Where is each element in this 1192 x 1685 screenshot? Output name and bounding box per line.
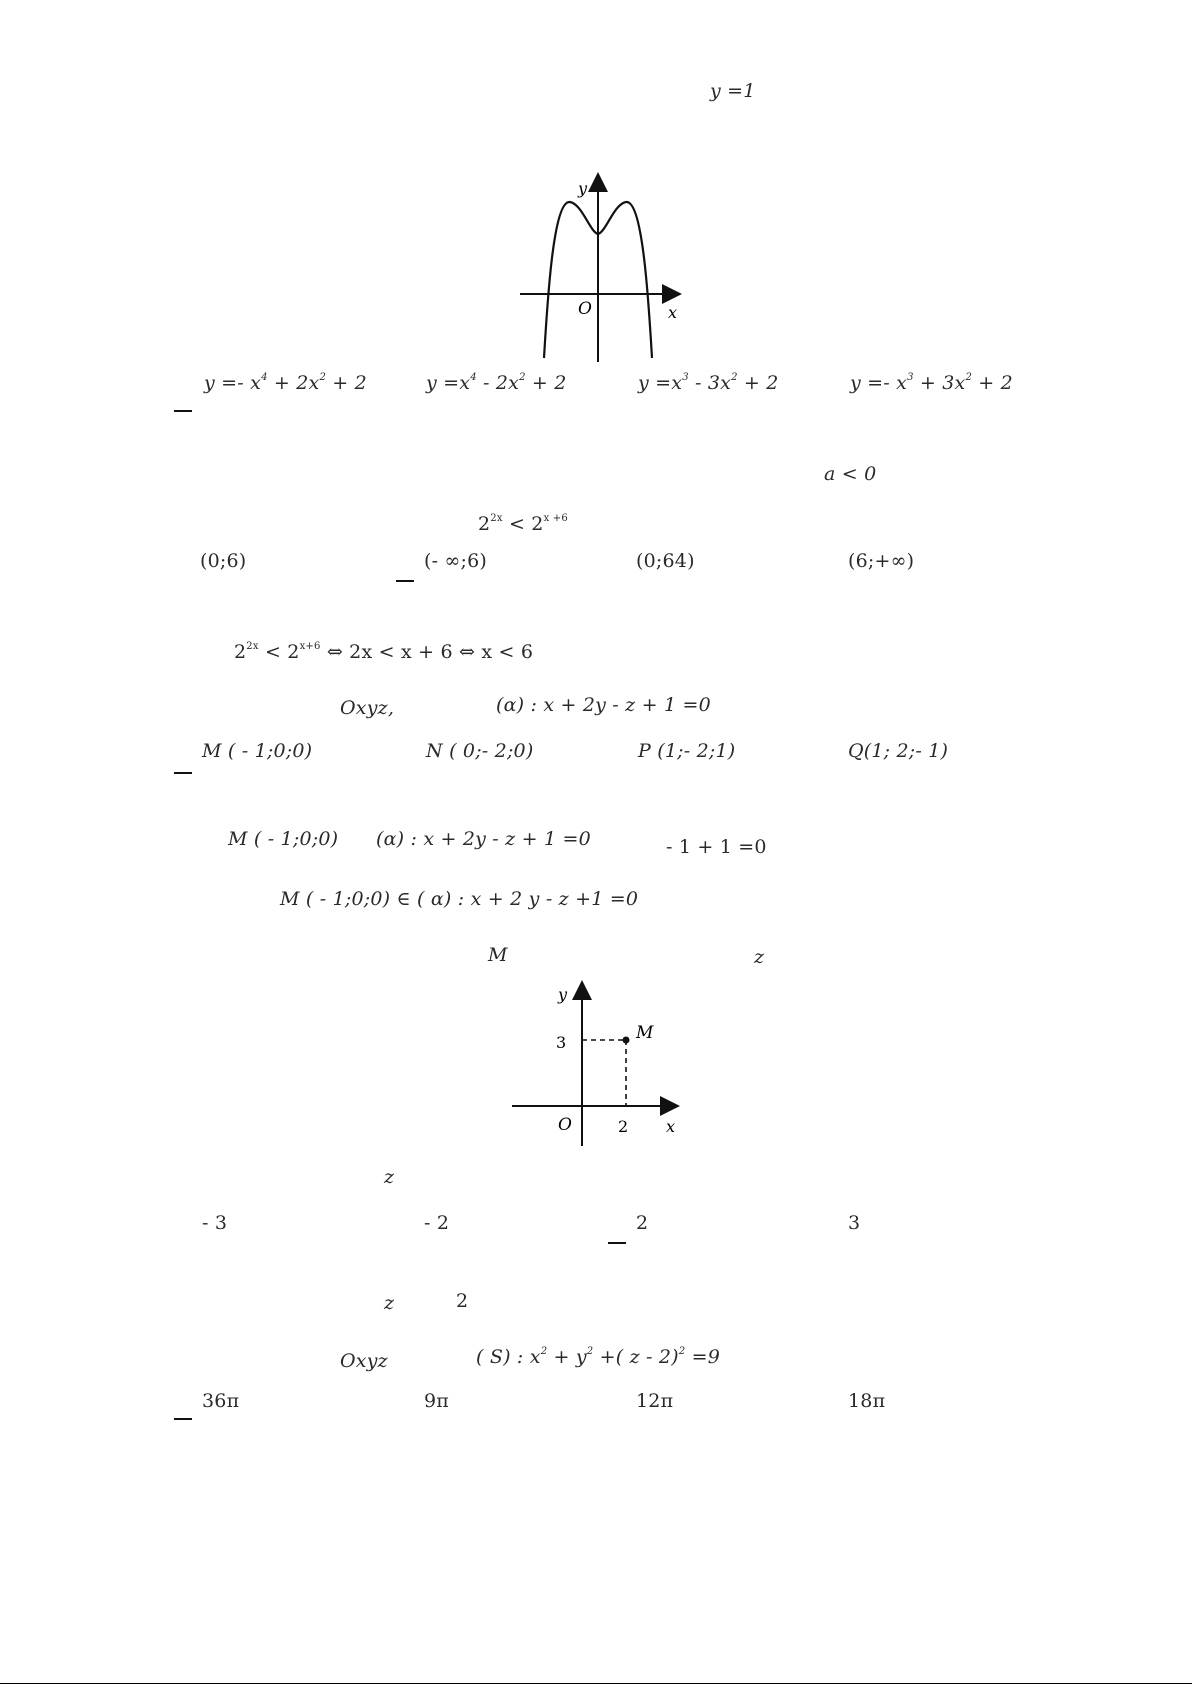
choice-d[interactable]: 3 bbox=[848, 1212, 861, 1234]
choice-c[interactable]: $y =x^3 - 3x^2 + 2$ bbox=[638, 372, 779, 394]
choice-a[interactable]: $y =- x^4 + 2x^2 + 2$ bbox=[204, 372, 367, 394]
choice-b[interactable]: (- ∞;6) bbox=[424, 550, 488, 572]
choice-a[interactable]: M ( - 1;0;0) bbox=[202, 740, 313, 762]
choice-b[interactable]: $y =x^4 - 2x^2 + 2$ bbox=[426, 372, 567, 394]
choice-d[interactable]: (6;+∞) bbox=[848, 550, 915, 572]
y-axis-label: y bbox=[578, 179, 588, 198]
complex-label: z bbox=[384, 1166, 395, 1188]
choice-d[interactable]: Q(1; 2;- 1) bbox=[848, 740, 949, 762]
choice-b[interactable]: 9π bbox=[424, 1390, 449, 1412]
condition-text: a < 0 bbox=[824, 463, 877, 485]
quartic-graph-figure bbox=[510, 170, 690, 370]
solution-complex-label: z bbox=[384, 1292, 395, 1314]
tick-x-label: 2 bbox=[618, 1117, 629, 1136]
choice-c[interactable]: P (1;- 2;1) bbox=[638, 740, 736, 762]
inequality-text: $2^{2x} < 2^{x +6}$ bbox=[478, 513, 568, 535]
question-tail-text: y =1 bbox=[710, 80, 756, 102]
answer-mark bbox=[174, 1418, 192, 1420]
solution-point: M ( - 1;0;0) bbox=[228, 828, 339, 850]
x-axis-label: x bbox=[666, 1117, 676, 1136]
answer-mark bbox=[174, 410, 192, 412]
solution-conclusion: M ( - 1;0;0) ∈ ( α) : x + 2 y - z +1 =0 bbox=[280, 888, 639, 910]
solution-plane: (α) : x + 2y - z + 1 =0 bbox=[376, 828, 591, 850]
choice-b[interactable]: N ( 0;- 2;0) bbox=[426, 740, 534, 762]
point-m-label: M bbox=[636, 1023, 654, 1043]
coordinate-system-label: Oxyz bbox=[340, 1350, 388, 1372]
origin-label: O bbox=[578, 299, 592, 319]
plane-equation: (α) : x + 2y - z + 1 =0 bbox=[496, 694, 711, 716]
point-m bbox=[623, 1037, 630, 1044]
choice-d[interactable]: $y =- x^3 + 3x^2 + 2$ bbox=[850, 372, 1013, 394]
answer-mark bbox=[396, 580, 414, 582]
point-label: M bbox=[488, 944, 508, 966]
choice-c[interactable]: 12π bbox=[636, 1390, 674, 1412]
choice-a[interactable]: - 3 bbox=[202, 1212, 228, 1234]
answer-mark bbox=[608, 1242, 626, 1244]
x-axis-label: x bbox=[668, 303, 678, 322]
coordinate-system-label: Oxyz, bbox=[340, 697, 395, 719]
choice-d[interactable]: 18π bbox=[848, 1390, 886, 1412]
choice-a[interactable]: 36π bbox=[202, 1390, 240, 1412]
origin-label: O bbox=[558, 1115, 572, 1135]
sphere-equation: ( S) : $x^2 + y^2$ +( z - 2)$^2$ =9 bbox=[476, 1346, 720, 1368]
page-bottom-rule bbox=[0, 1683, 1192, 1684]
complex-plane-figure bbox=[506, 976, 696, 1156]
solution-check: - 1 + 1 =0 bbox=[666, 836, 767, 858]
tick-y-label: 3 bbox=[556, 1033, 567, 1052]
y-axis-label: y bbox=[558, 985, 568, 1004]
choice-b[interactable]: - 2 bbox=[424, 1212, 450, 1234]
complex-label: z bbox=[754, 946, 765, 968]
choice-c[interactable]: (0;64) bbox=[636, 550, 695, 572]
solution-text: $2^{2x} < 2^{x+6}$ ⇔ 2x < x + 6 ⇔ x < 6 bbox=[234, 641, 534, 663]
solution-value: 2 bbox=[456, 1290, 469, 1312]
choice-a[interactable]: (0;6) bbox=[200, 550, 247, 572]
answer-mark bbox=[174, 772, 192, 774]
choice-c[interactable]: 2 bbox=[636, 1212, 649, 1234]
